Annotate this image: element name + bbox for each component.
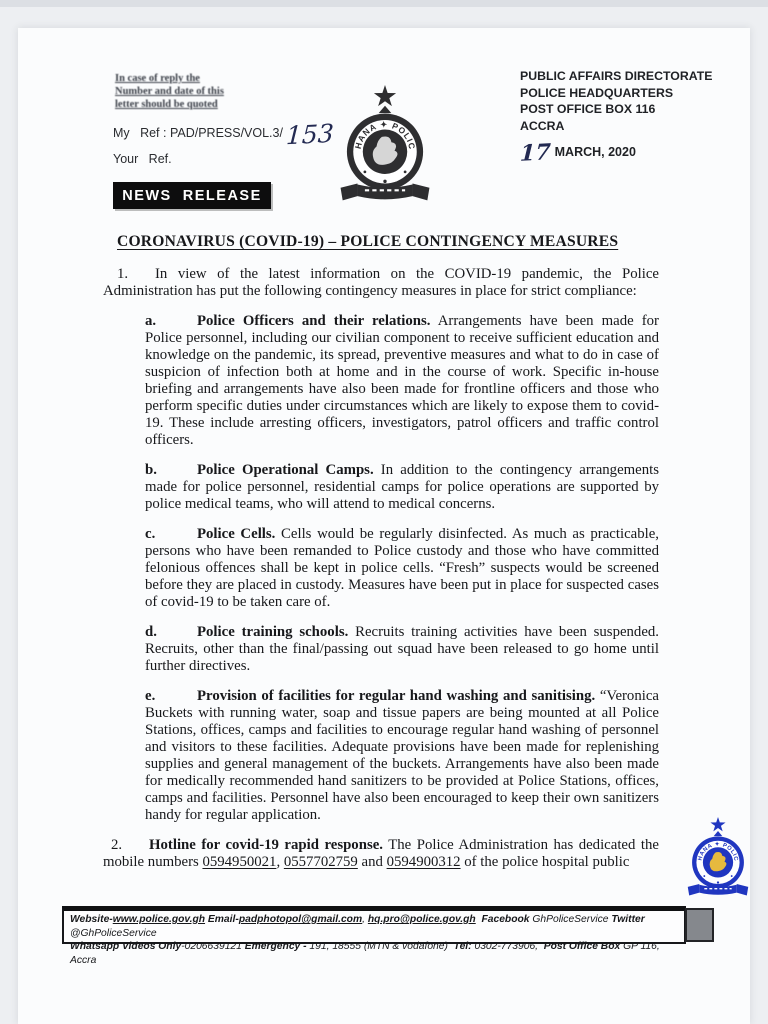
paragraph-number: 2. xyxy=(111,837,123,853)
reply-note-line: letter should be quoted xyxy=(115,99,218,110)
paragraph-number: 1. xyxy=(117,266,129,282)
headquarters-address xyxy=(520,68,712,134)
footer-line-1 xyxy=(70,913,678,940)
address-line: ACCRA xyxy=(520,118,565,133)
date-day-handwritten: 17 xyxy=(519,139,552,167)
document-title: CORONAVIRUS (COVID-19) – POLICE CONTINGENCY MEASURES xyxy=(117,233,619,250)
item-b xyxy=(145,462,663,513)
twitter-handle: @GhPoliceService xyxy=(70,927,157,939)
reply-note-line: In case of reply the xyxy=(115,73,200,84)
item-d xyxy=(145,624,663,675)
date-line xyxy=(520,140,636,166)
item-label: a. xyxy=(145,313,157,329)
website-label: Website- xyxy=(70,914,113,925)
address-line: PUBLIC AFFAIRS DIRECTORATE xyxy=(520,69,713,83)
hotline-number: 0594900312 xyxy=(386,854,461,870)
item-label: c. xyxy=(145,526,156,542)
paragraph-text: of the police hospital public xyxy=(460,854,630,870)
footer-contact-box xyxy=(62,906,686,966)
twitter-label: Twitter xyxy=(608,914,648,925)
item-heading: Police Operational Camps. xyxy=(197,462,374,478)
news-release-banner xyxy=(113,182,271,209)
item-label: d. xyxy=(145,624,157,640)
item-heading: Provision of facilities for regular hand washing and sanitising. xyxy=(197,688,596,704)
paragraph-1 xyxy=(103,266,662,300)
letter-page xyxy=(18,28,750,1024)
date-month-year: MARCH, 2020 xyxy=(554,145,636,159)
my-ref-label: My Ref : PAD/PRESS/VOL.3/ xyxy=(113,126,283,140)
tel-number: 0302-773906, xyxy=(471,941,544,952)
hotline-number: 0594950021 xyxy=(202,854,277,870)
my-ref-line xyxy=(113,120,334,149)
ghana-police-emblem-blue-icon xyxy=(682,816,754,903)
separator: , xyxy=(362,914,368,925)
item-heading: Police Officers and their relations. xyxy=(197,313,431,329)
emergency-numbers: 191, 18555 (MTN & vodafone) xyxy=(309,941,454,952)
your-ref-label: Your Ref. xyxy=(113,152,172,166)
letter-body xyxy=(103,233,663,871)
paragraph-text: The Police Administration has dedicated the mobile numbers xyxy=(103,837,663,870)
facebook-handle: GhPoliceService xyxy=(532,914,609,925)
footer-gray-square xyxy=(685,908,714,942)
paragraph-2 xyxy=(103,837,663,871)
ghana-police-crest-icon xyxy=(332,84,438,211)
emergency-label: Emergency - xyxy=(244,941,310,952)
separator: and xyxy=(357,854,387,870)
my-ref-number-handwritten: 153 xyxy=(285,118,335,151)
item-text: “Veronica Buckets with running water, soap and tissue papers are being mounted at all Police Stations, offices, camps and facilities to encourage regular hand washing of personnel and visitors to these facilities. Adequate provisions have been made for replenishing supplies and general management of the buckets. Arrangements have also been made for medically recommended hand sanitizers to be provided at Police Stations, offices, camps and facilities. Personnel have also been encouraged to keep their own sanitizers handy for regular application. xyxy=(145,688,663,823)
item-text: Cells would be regularly disinfected. As much as practicable, persons who have been remanded to Police custody and those who have committed felonious offences shall be kept in police cells. “Fresh” suspects would be screened before they are placed in custody. Measures have been put in place for suspected cases of covid-19 to be taken care of. xyxy=(145,526,663,610)
item-text: In addition to the contingency arrangements made for police personnel, residential camps for police operations are supported by police medical teams, who will attend to medical concerns. xyxy=(145,462,663,512)
hotline-number: 0557702759 xyxy=(283,854,358,870)
paragraph-heading: Hotline for covid-19 rapid response. xyxy=(149,837,383,853)
address-line: POLICE HEADQUARTERS xyxy=(520,85,674,100)
reply-note xyxy=(115,72,224,111)
po-box-value: GP 116, Accra xyxy=(70,941,663,966)
item-a xyxy=(145,313,663,449)
website-url: www.police.gov.gh xyxy=(112,914,206,925)
item-label: b. xyxy=(145,462,157,478)
item-heading: Police Cells. xyxy=(197,526,276,542)
your-ref-line xyxy=(113,152,172,166)
item-label: e. xyxy=(145,688,156,704)
item-text: Recruits training activities have been suspended. Recruits, other than the final/passing out squad have been released to go home until further directives. xyxy=(145,624,663,674)
facebook-label: Facebook xyxy=(475,914,533,925)
email-address: hq.pro@police.gov.gh xyxy=(367,914,476,925)
paragraph-text: In view of the latest information on the COVID-19 pandemic, the Police Administration has put the following contingency measures in place for strict compliance: xyxy=(103,266,662,299)
item-e xyxy=(145,688,663,824)
whatsapp-label: Whatsapp Videos Only xyxy=(70,941,182,952)
po-box-label: Post Office Box xyxy=(543,941,621,952)
separator: , xyxy=(276,854,284,870)
news-release-label: NEWS RELEASE xyxy=(122,187,262,204)
footer-line-2 xyxy=(70,940,678,967)
email-address: padphotopol@gmail.com xyxy=(238,914,363,925)
item-heading: Police training schools. xyxy=(197,624,349,640)
whatsapp-number: -0206639121 xyxy=(181,941,245,952)
email-label: Email- xyxy=(205,914,239,925)
reply-note-line: Number and date of this xyxy=(115,86,224,97)
address-line: POST OFFICE BOX 116 xyxy=(520,102,656,116)
tel-label: Tel: xyxy=(453,941,472,952)
item-text: Arrangements have been made for Police personnel, including our civilian component to receive sufficient education and knowledge on the pandemic, its spread, preventive measures and what to do in case of suspicion of infection both at home and in the course of work. Specific in-house briefing and arrangements have also been made for frontline officers and those who perform specific duties under circumstances which are likely to expose them to covid-19. These include arresting officers, investigators, patrol officers and traffic control officers. xyxy=(145,313,663,448)
item-c xyxy=(145,526,663,611)
